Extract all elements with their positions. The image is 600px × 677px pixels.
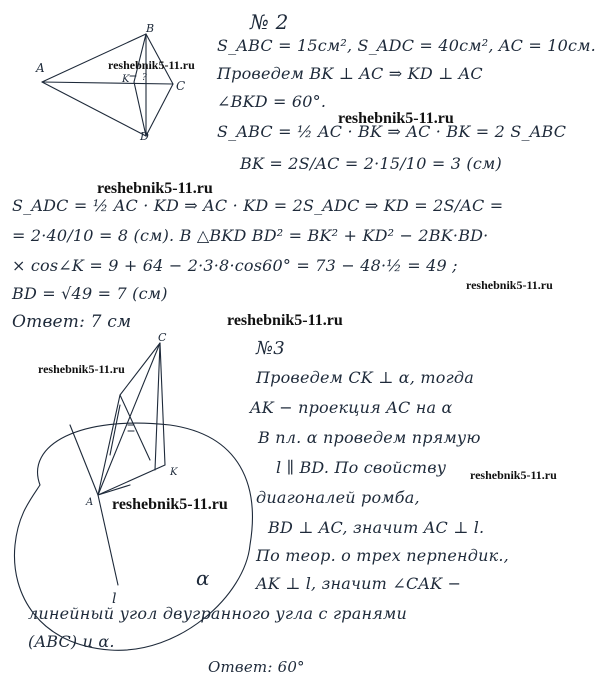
- problem2-line-7: = 2·40/10 = 8 (см). В △BKD BD² = BK² + KD² − 2BK·BD·: [12, 226, 489, 245]
- problem3-answer: Ответ: 60°: [208, 658, 305, 676]
- problem3-line-5: диагоналей ромба,: [256, 488, 420, 507]
- problem2-line-3: ∠BKD = 60°.: [217, 92, 327, 111]
- watermark: reshebnik5-11.ru: [227, 312, 343, 329]
- problem3-label-l: l: [112, 591, 117, 607]
- problem3-label-a: A: [86, 497, 94, 508]
- problem3-line-7: По теор. о трех перпендик.,: [256, 546, 509, 565]
- problem3-label-k: K: [170, 467, 178, 478]
- problem2-line-2: Проведем BK ⊥ AC ⇒ KD ⊥ AC: [217, 64, 483, 83]
- problem2-answer: Ответ: 7 см: [12, 312, 132, 332]
- watermark: reshebnik5-11.ru: [97, 180, 213, 197]
- problem2-line-6: S_ADC = ½ AC · KD ⇒ AC · KD = 2S_ADC ⇒ KD = 2S/AC =: [12, 196, 504, 215]
- problem3-line-3: В пл. α проведем прямую: [258, 428, 481, 447]
- problem2-line-5: BK = 2S/AC = 2·15/10 = 3 (см): [240, 154, 502, 173]
- problem3-line-9: линейный угол двугранного угла с гранями: [28, 604, 407, 623]
- problem2-line-9: BD = √49 = 7 (см): [12, 284, 168, 303]
- problem2-heading: № 2: [250, 10, 289, 34]
- problem2-label-b: B: [146, 22, 155, 35]
- problem2-figure-lines: [42, 34, 173, 136]
- problem2-angle-mark: ?: [142, 73, 147, 83]
- problem3-line-2: AK − проекция AC на α: [250, 398, 453, 417]
- watermark: reshebnik5-11.ru: [466, 278, 553, 292]
- watermark: reshebnik5-11.ru: [108, 58, 195, 72]
- problem3-line-1: Проведем CK ⊥ α, тогда: [256, 368, 474, 387]
- problem3-line-4: l ∥ BD. По свойству: [276, 458, 447, 477]
- problem3-line-6: BD ⊥ AC, значит AC ⊥ l.: [268, 518, 485, 537]
- problem2-line-4: S_ABC = ½ AC · BK ⇒ AC · BK = 2 S_ABC: [217, 122, 567, 141]
- problem3-label-c: C: [158, 331, 167, 344]
- problem3-heading: №3: [256, 338, 285, 359]
- watermark: reshebnik5-11.ru: [38, 362, 125, 376]
- watermark: reshebnik5-11.ru: [470, 468, 557, 482]
- problem2-label-d: D: [140, 130, 149, 143]
- problem3-line-10: (ABC) и α.: [28, 632, 115, 651]
- watermark: reshebnik5-11.ru: [338, 110, 454, 127]
- problem2-label-a: A: [36, 61, 45, 75]
- problem3-line-8: AK ⊥ l, значит ∠CAK −: [256, 574, 462, 593]
- problem2-label-k: K: [122, 74, 130, 85]
- problem2-label-c: C: [176, 79, 186, 93]
- problem3-label-alpha: α: [196, 566, 210, 590]
- problem2-figure: [36, 22, 208, 143]
- problem2-line-1: S_ABC = 15см², S_ADC = 40см², AC = 10см.: [217, 36, 596, 55]
- problem2-line-8: × cos∠K = 9 + 64 − 2·3·8·cos60° = 73 − 48·½ = 49 ;: [12, 256, 458, 275]
- watermark: reshebnik5-11.ru: [112, 496, 228, 513]
